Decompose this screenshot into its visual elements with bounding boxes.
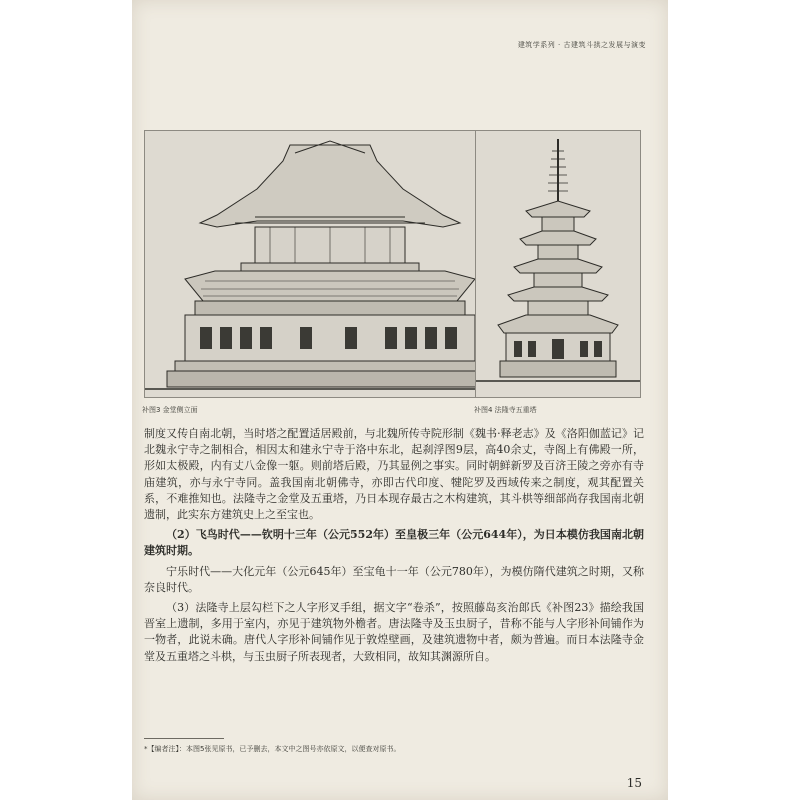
- paragraph: （2）飞鸟时代——钦明十三年（公元552年）至皇极三年（公元644年），为日本模仿我国南北朝建筑时期。: [144, 528, 644, 558]
- figure-kondo-elevation: [144, 130, 476, 398]
- figure-caption-left: 补图3 金堂侧立面: [142, 406, 198, 414]
- paragraph: 宁乐时代——大化元年（公元645年）至宝龟十一年（公元780年），为模仿隋代建筑之时期，又称奈良时代。: [144, 564, 644, 594]
- body-text: [144, 426, 644, 665]
- pagoda-drawing: [476, 131, 640, 397]
- footnote-divider: [144, 738, 224, 739]
- paragraph: （3）法隆寺上层勾栏下之人字形叉手组，据文字“卷杀”，按照藤岛亥治郎氏《补图23》描绘我国晋室上遗制，多用于室内，亦见于建筑物外檐者。唐法隆寺及玉虫厨子，昔称不能与人字形补间铺作为一物者，此说未确。唐代人字形补间铺作见于敦煌壁画，及建筑遗物中者，颇为普遍。而日本法隆寺金堂及五重塔之斗栱，与玉虫厨子所表现者，大致相同，故知其渊源所自。: [144, 601, 644, 663]
- running-head: 建筑学系列 · 古建筑斗拱之发展与演变: [517, 41, 646, 49]
- kondo-elevation-drawing: [145, 131, 475, 397]
- figure-five-story-pagoda: [475, 130, 641, 398]
- figure-caption-right: 补图4 法隆寺五重塔: [474, 406, 537, 414]
- paragraph: 制度又传自南北朝，当时塔之配置适居殿前，与北魏所传寺院形制《魏书·释老志》及《洛阳伽蓝记》记北魏永宁寺之制相合，相因太和建永宁寺于洛中东北，起刹浮图9层，高40余丈，寺阁上有佛殿一所，形如太极殿，内有丈八金像一躯。则前塔后殿，乃其显例之事实。同时朝鲜新罗及百济王陵之旁亦有寺庙建筑，亦与永宁寺同。盖我国南北朝佛寺，亦即古代印度、犍陀罗及西域传来之制度，观其配置关系，不难推知也。法隆寺之金堂及五重塔，乃日本现存最古之木构建筑，其斗栱等细部尚存我国南北朝遗制，此实东方建筑史上之至宝也。: [144, 427, 644, 522]
- document-page: [132, 0, 668, 800]
- page-number: 15: [626, 776, 642, 790]
- footnote: *【编者注】：本图5张见原书，已予删去，本文中之图号亦依原文，以便查对原书。: [144, 745, 401, 753]
